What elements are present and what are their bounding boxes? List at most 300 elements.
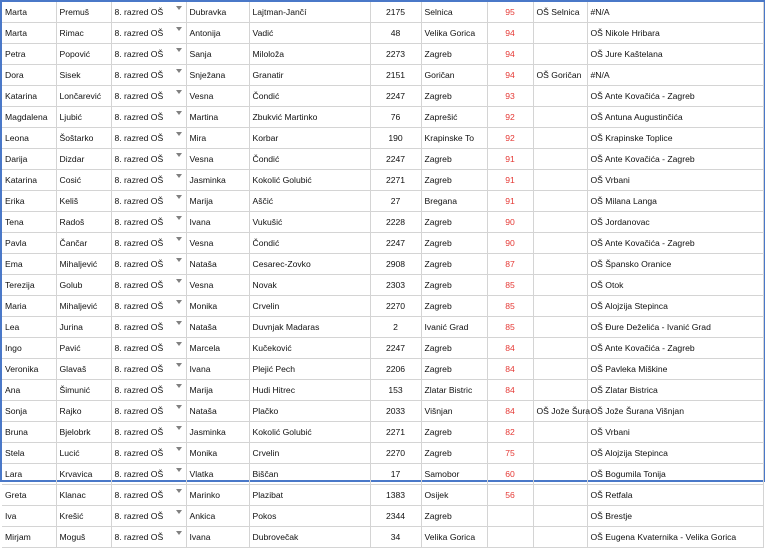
cell-mentor-first-name[interactable] <box>186 86 249 107</box>
cell-mentor-last-name[interactable] <box>249 233 370 254</box>
cell-grade-dropdown[interactable] <box>111 380 186 401</box>
cell-mentor-last-name[interactable] <box>249 443 370 464</box>
cell-mentor-first-name[interactable] <box>186 233 249 254</box>
cell-mentor-first-name[interactable] <box>186 317 249 338</box>
cell-mentor-first-name[interactable] <box>186 149 249 170</box>
cell-last-name[interactable] <box>56 233 111 254</box>
cell-city[interactable] <box>421 359 487 380</box>
chevron-down-icon[interactable] <box>176 111 182 115</box>
cell-last-name[interactable] <box>56 317 111 338</box>
cell-city[interactable] <box>421 149 487 170</box>
chevron-down-icon[interactable] <box>176 468 182 472</box>
cell-school[interactable] <box>533 44 587 65</box>
cell-school-lookup[interactable] <box>587 422 763 443</box>
cell-city[interactable] <box>421 296 487 317</box>
cell-school-lookup[interactable] <box>587 275 763 296</box>
cell-mentor-last-name[interactable] <box>249 107 370 128</box>
cell-code[interactable] <box>370 485 421 506</box>
cell-city[interactable] <box>421 254 487 275</box>
chevron-down-icon[interactable] <box>176 174 182 178</box>
cell-mentor-first-name[interactable] <box>186 443 249 464</box>
cell-code[interactable] <box>370 401 421 422</box>
cell-mentor-last-name-text: Hudi Hitrec <box>252 385 296 396</box>
cell-school[interactable] <box>533 506 587 527</box>
cell-mentor-first-name[interactable] <box>186 401 249 422</box>
chevron-down-icon[interactable] <box>176 69 182 73</box>
cell-grade-dropdown[interactable] <box>111 464 186 485</box>
chevron-down-icon[interactable] <box>176 384 182 388</box>
cell-school-lookup[interactable] <box>587 191 763 212</box>
cell-code[interactable] <box>370 338 421 359</box>
cell-mentor-last-name[interactable] <box>249 338 370 359</box>
cell-mentor-last-name[interactable] <box>249 65 370 86</box>
cell-school-lookup[interactable] <box>587 485 763 506</box>
cell-city[interactable] <box>421 380 487 401</box>
cell-score[interactable] <box>487 506 533 527</box>
cell-school[interactable] <box>533 107 587 128</box>
cell-last-name-text: Sisek <box>59 70 81 81</box>
cell-city[interactable] <box>421 65 487 86</box>
cell-school[interactable] <box>533 170 587 191</box>
cell-mentor-last-name[interactable] <box>249 380 370 401</box>
cell-city[interactable] <box>421 485 487 506</box>
chevron-down-icon[interactable] <box>176 300 182 304</box>
cell-score[interactable] <box>487 149 533 170</box>
cell-grade-dropdown[interactable] <box>111 422 186 443</box>
cell-code[interactable] <box>370 233 421 254</box>
cell-school[interactable] <box>533 2 587 23</box>
cell-last-name[interactable] <box>56 485 111 506</box>
cell-mentor-first-name[interactable] <box>186 191 249 212</box>
cell-mentor-first-name[interactable] <box>186 23 249 44</box>
cell-first-name[interactable] <box>2 422 56 443</box>
chevron-down-icon[interactable] <box>176 426 182 430</box>
cell-score[interactable] <box>487 86 533 107</box>
chevron-down-icon[interactable] <box>176 405 182 409</box>
cell-mentor-first-name[interactable] <box>186 296 249 317</box>
cell-mentor-first-name[interactable] <box>186 44 249 65</box>
cell-last-name[interactable] <box>56 86 111 107</box>
cell-first-name[interactable] <box>2 107 56 128</box>
cell-school-lookup[interactable] <box>587 149 763 170</box>
cell-school-lookup[interactable] <box>587 296 763 317</box>
cell-first-name[interactable] <box>2 86 56 107</box>
cell-school[interactable] <box>533 422 587 443</box>
cell-mentor-last-name[interactable] <box>249 191 370 212</box>
cell-city[interactable] <box>421 443 487 464</box>
cell-school-lookup[interactable] <box>587 401 763 422</box>
cell-school[interactable] <box>533 233 587 254</box>
chevron-down-icon[interactable] <box>176 258 182 262</box>
cell-first-name[interactable] <box>2 233 56 254</box>
cell-score[interactable] <box>487 464 533 485</box>
cell-school-lookup[interactable] <box>587 107 763 128</box>
table-row <box>2 212 763 233</box>
cell-mentor-last-name[interactable] <box>249 86 370 107</box>
cell-first-name[interactable] <box>2 443 56 464</box>
cell-mentor-last-name[interactable] <box>249 317 370 338</box>
chevron-down-icon[interactable] <box>176 279 182 283</box>
cell-score[interactable] <box>487 191 533 212</box>
cell-school[interactable] <box>533 65 587 86</box>
cell-grade-dropdown[interactable] <box>111 212 186 233</box>
chevron-down-icon[interactable] <box>176 531 182 535</box>
cell-grade-dropdown[interactable] <box>111 275 186 296</box>
chevron-down-icon[interactable] <box>176 321 182 325</box>
cell-score[interactable] <box>487 422 533 443</box>
cell-grade-dropdown[interactable] <box>111 65 186 86</box>
cell-first-name[interactable] <box>2 254 56 275</box>
cell-first-name[interactable] <box>2 44 56 65</box>
cell-last-name[interactable] <box>56 128 111 149</box>
cell-score[interactable] <box>487 107 533 128</box>
cell-first-name[interactable] <box>2 338 56 359</box>
cell-score[interactable] <box>487 317 533 338</box>
cell-code[interactable] <box>370 422 421 443</box>
cell-city[interactable] <box>421 2 487 23</box>
cell-city[interactable] <box>421 107 487 128</box>
cell-school[interactable] <box>533 464 587 485</box>
cell-code[interactable] <box>370 170 421 191</box>
cell-grade-dropdown[interactable] <box>111 128 186 149</box>
chevron-down-icon[interactable] <box>176 195 182 199</box>
cell-first-name[interactable] <box>2 149 56 170</box>
cell-code[interactable] <box>370 506 421 527</box>
cell-mentor-last-name[interactable] <box>249 359 370 380</box>
cell-mentor-last-name[interactable] <box>249 506 370 527</box>
cell-code[interactable] <box>370 44 421 65</box>
cell-mentor-first-name[interactable] <box>186 485 249 506</box>
cell-school[interactable] <box>533 128 587 149</box>
cell-school-lookup[interactable] <box>587 443 763 464</box>
cell-score[interactable] <box>487 44 533 65</box>
cell-code[interactable] <box>370 317 421 338</box>
cell-city[interactable] <box>421 233 487 254</box>
cell-grade-dropdown[interactable] <box>111 527 186 548</box>
chevron-down-icon[interactable] <box>176 342 182 346</box>
cell-school-lookup[interactable] <box>587 359 763 380</box>
cell-mentor-last-name[interactable] <box>249 128 370 149</box>
cell-first-name[interactable] <box>2 527 56 548</box>
cell-mentor-first-name[interactable] <box>186 506 249 527</box>
cell-last-name[interactable] <box>56 170 111 191</box>
cell-grade-dropdown[interactable] <box>111 401 186 422</box>
cell-grade-dropdown[interactable] <box>111 107 186 128</box>
cell-grade-dropdown[interactable] <box>111 44 186 65</box>
cell-school[interactable] <box>533 401 590 422</box>
cell-last-name[interactable] <box>56 2 111 23</box>
cell-code[interactable] <box>370 443 421 464</box>
cell-first-name[interactable] <box>2 485 56 506</box>
cell-first-name[interactable] <box>2 317 56 338</box>
cell-school[interactable] <box>533 296 587 317</box>
cell-city[interactable] <box>421 317 487 338</box>
cell-mentor-first-name[interactable] <box>186 107 249 128</box>
cell-first-name[interactable] <box>2 296 56 317</box>
cell-mentor-last-name[interactable] <box>249 275 370 296</box>
cell-score[interactable] <box>487 275 533 296</box>
cell-city[interactable] <box>421 464 487 485</box>
cell-school-lookup[interactable] <box>587 338 763 359</box>
cell-code[interactable] <box>370 212 421 233</box>
cell-school-lookup[interactable] <box>587 65 763 86</box>
cell-first-name[interactable] <box>2 506 56 527</box>
cell-last-name[interactable] <box>56 527 111 548</box>
cell-last-name[interactable] <box>56 401 111 422</box>
cell-mentor-last-name[interactable] <box>249 44 370 65</box>
cell-city[interactable] <box>421 44 487 65</box>
cell-grade-dropdown[interactable] <box>111 149 186 170</box>
cell-last-name[interactable] <box>56 422 111 443</box>
cell-mentor-first-name[interactable] <box>186 2 249 23</box>
cell-school-lookup[interactable] <box>587 170 763 191</box>
cell-last-name[interactable] <box>56 149 111 170</box>
cell-last-name[interactable] <box>56 275 111 296</box>
cell-mentor-first-name[interactable] <box>186 128 249 149</box>
cell-grade-dropdown[interactable] <box>111 296 186 317</box>
cell-grade-dropdown[interactable] <box>111 359 186 380</box>
cell-score[interactable] <box>487 23 533 44</box>
chevron-down-icon[interactable] <box>176 90 182 94</box>
cell-score[interactable] <box>487 254 533 275</box>
cell-school-lookup[interactable] <box>587 23 763 44</box>
cell-mentor-last-name[interactable] <box>249 254 370 275</box>
cell-score[interactable] <box>487 401 533 422</box>
cell-mentor-first-name[interactable] <box>186 170 249 191</box>
cell-first-name[interactable] <box>2 170 56 191</box>
cell-school-lookup[interactable] <box>587 254 763 275</box>
cell-code[interactable] <box>370 254 421 275</box>
cell-last-name[interactable] <box>56 65 111 86</box>
cell-first-name[interactable] <box>2 65 56 86</box>
cell-school-lookup[interactable] <box>587 86 763 107</box>
cell-code[interactable] <box>370 2 421 23</box>
cell-school[interactable] <box>533 443 587 464</box>
cell-grade-dropdown[interactable] <box>111 191 186 212</box>
cell-school[interactable] <box>533 338 587 359</box>
cell-first-name[interactable] <box>2 2 56 23</box>
cell-city[interactable] <box>421 422 487 443</box>
cell-grade-dropdown[interactable] <box>111 317 186 338</box>
cell-school-lookup-text: OŠ Ante Kovačića - Zagreb <box>590 343 695 354</box>
cell-mentor-last-name[interactable] <box>249 149 370 170</box>
cell-mentor-first-name[interactable] <box>186 464 249 485</box>
cell-code[interactable] <box>370 191 421 212</box>
cell-code[interactable] <box>370 527 421 548</box>
cell-grade-dropdown[interactable] <box>111 338 186 359</box>
cell-mentor-first-name[interactable] <box>186 275 249 296</box>
cell-last-name[interactable] <box>56 380 111 401</box>
cell-last-name[interactable] <box>56 44 111 65</box>
cell-school[interactable] <box>533 380 587 401</box>
cell-mentor-first-name[interactable] <box>186 254 249 275</box>
cell-score[interactable] <box>487 527 533 548</box>
cell-mentor-last-name[interactable] <box>249 485 370 506</box>
cell-first-name[interactable] <box>2 380 56 401</box>
cell-code[interactable] <box>370 380 421 401</box>
cell-code[interactable] <box>370 275 421 296</box>
cell-first-name[interactable] <box>2 464 56 485</box>
cell-last-name-text: Pavić <box>59 343 81 354</box>
cell-last-name[interactable] <box>56 359 111 380</box>
cell-grade-dropdown[interactable] <box>111 254 186 275</box>
cell-last-name[interactable] <box>56 254 111 275</box>
cell-city[interactable] <box>421 338 487 359</box>
cell-school[interactable] <box>533 485 587 506</box>
cell-mentor-first-name[interactable] <box>186 338 249 359</box>
cell-grade-dropdown[interactable] <box>111 2 186 23</box>
cell-last-name[interactable] <box>56 506 111 527</box>
cell-city[interactable] <box>421 170 487 191</box>
cell-score[interactable] <box>487 65 533 86</box>
cell-school-lookup[interactable] <box>587 506 763 527</box>
cell-first-name[interactable] <box>2 23 56 44</box>
cell-code[interactable] <box>370 296 421 317</box>
cell-city[interactable] <box>421 401 487 422</box>
chevron-down-icon[interactable] <box>176 489 182 493</box>
cell-school[interactable] <box>533 275 587 296</box>
cell-score[interactable] <box>487 443 533 464</box>
cell-school[interactable] <box>533 527 587 548</box>
cell-city[interactable] <box>421 23 487 44</box>
chevron-down-icon[interactable] <box>176 510 182 514</box>
chevron-down-icon[interactable] <box>176 6 182 10</box>
cell-city[interactable] <box>421 128 487 149</box>
cell-score[interactable] <box>487 170 533 191</box>
chevron-down-icon[interactable] <box>176 237 182 241</box>
cell-grade-dropdown[interactable] <box>111 443 186 464</box>
cell-first-name[interactable] <box>2 275 56 296</box>
cell-grade-dropdown[interactable] <box>111 170 186 191</box>
cell-city[interactable] <box>421 527 487 548</box>
cell-score[interactable] <box>487 380 533 401</box>
cell-city[interactable] <box>421 275 487 296</box>
cell-code[interactable] <box>370 65 421 86</box>
chevron-down-icon[interactable] <box>176 216 182 220</box>
cell-score[interactable] <box>487 359 533 380</box>
cell-mentor-last-name[interactable] <box>249 464 370 485</box>
cell-score[interactable] <box>487 212 533 233</box>
cell-score[interactable] <box>487 2 533 23</box>
cell-score[interactable] <box>487 233 533 254</box>
cell-school-lookup[interactable] <box>587 44 763 65</box>
cell-last-name[interactable] <box>56 107 111 128</box>
cell-school[interactable] <box>533 86 587 107</box>
cell-last-name[interactable] <box>56 464 111 485</box>
cell-score-text: 60 <box>505 469 515 480</box>
cell-first-name[interactable] <box>2 191 56 212</box>
cell-score[interactable] <box>487 485 533 506</box>
cell-last-name[interactable] <box>56 338 111 359</box>
cell-mentor-last-name[interactable] <box>249 527 370 548</box>
chevron-down-icon[interactable] <box>176 363 182 367</box>
cell-last-name[interactable] <box>56 191 111 212</box>
cell-mentor-first-name-text: Sanja <box>189 49 212 60</box>
cell-city[interactable] <box>421 212 487 233</box>
cell-mentor-first-name[interactable] <box>186 422 249 443</box>
cell-grade-dropdown[interactable] <box>111 23 186 44</box>
cell-school-lookup[interactable] <box>587 233 763 254</box>
cell-school-lookup[interactable] <box>587 2 763 23</box>
cell-school-lookup[interactable] <box>587 464 763 485</box>
cell-city[interactable] <box>421 191 487 212</box>
table-row <box>2 44 763 65</box>
cell-school-lookup-text: OŠ Jože Šurana Višnjan <box>590 406 684 417</box>
cell-grade-dropdown[interactable] <box>111 506 186 527</box>
cell-code[interactable] <box>370 128 421 149</box>
cell-code[interactable] <box>370 86 421 107</box>
cell-mentor-last-name[interactable] <box>249 23 370 44</box>
cell-school-lookup[interactable] <box>587 128 763 149</box>
cell-mentor-first-name[interactable] <box>186 359 249 380</box>
cell-last-name[interactable] <box>56 296 111 317</box>
cell-mentor-first-name[interactable] <box>186 65 249 86</box>
cell-code[interactable] <box>370 464 421 485</box>
cell-score[interactable] <box>487 128 533 149</box>
chevron-down-icon[interactable] <box>176 447 182 451</box>
cell-score[interactable] <box>487 296 533 317</box>
chevron-down-icon[interactable] <box>176 27 182 31</box>
cell-city-text: Zagreb <box>424 448 452 459</box>
cell-first-name[interactable] <box>2 128 56 149</box>
chevron-down-icon[interactable] <box>176 132 182 136</box>
cell-school-lookup[interactable] <box>587 380 763 401</box>
cell-first-name[interactable] <box>2 401 56 422</box>
cell-code[interactable] <box>370 149 421 170</box>
cell-mentor-last-name[interactable] <box>249 170 370 191</box>
cell-last-name[interactable] <box>56 23 111 44</box>
cell-grade-dropdown[interactable] <box>111 485 186 506</box>
cell-mentor-last-name[interactable] <box>249 2 370 23</box>
cell-last-name[interactable] <box>56 212 111 233</box>
cell-school[interactable] <box>533 359 587 380</box>
cell-school[interactable] <box>533 23 587 44</box>
cell-school-text: OŠ Selnica <box>536 7 580 18</box>
cell-school-lookup[interactable] <box>587 527 763 548</box>
cell-code[interactable] <box>370 359 421 380</box>
cell-grade-dropdown[interactable] <box>111 233 186 254</box>
cell-code[interactable] <box>370 107 421 128</box>
cell-grade-dropdown[interactable] <box>111 86 186 107</box>
cell-school[interactable] <box>533 254 587 275</box>
cell-first-name-text: Katarina <box>5 91 38 102</box>
cell-mentor-last-name[interactable] <box>249 296 370 317</box>
cell-mentor-last-name[interactable] <box>249 422 370 443</box>
cell-mentor-first-name[interactable] <box>186 212 249 233</box>
cell-city-text: Osijek <box>424 490 449 501</box>
cell-city[interactable] <box>421 86 487 107</box>
cell-school[interactable] <box>533 212 587 233</box>
cell-first-name[interactable] <box>2 359 56 380</box>
cell-school[interactable] <box>533 317 587 338</box>
cell-mentor-first-name[interactable] <box>186 380 249 401</box>
cell-school[interactable] <box>533 149 587 170</box>
cell-school-lookup[interactable] <box>587 317 763 338</box>
cell-mentor-first-name-text: Monika <box>189 301 218 312</box>
chevron-down-icon[interactable] <box>176 48 182 52</box>
cell-first-name[interactable] <box>2 212 56 233</box>
cell-mentor-last-name[interactable] <box>249 401 370 422</box>
cell-mentor-last-name[interactable] <box>249 212 370 233</box>
chevron-down-icon[interactable] <box>176 153 182 157</box>
cell-score[interactable] <box>487 338 533 359</box>
cell-school[interactable] <box>533 191 587 212</box>
cell-last-name[interactable] <box>56 443 111 464</box>
cell-code[interactable] <box>370 23 421 44</box>
cell-city[interactable] <box>421 506 487 527</box>
cell-school-lookup[interactable] <box>587 212 763 233</box>
cell-mentor-first-name[interactable] <box>186 527 249 548</box>
